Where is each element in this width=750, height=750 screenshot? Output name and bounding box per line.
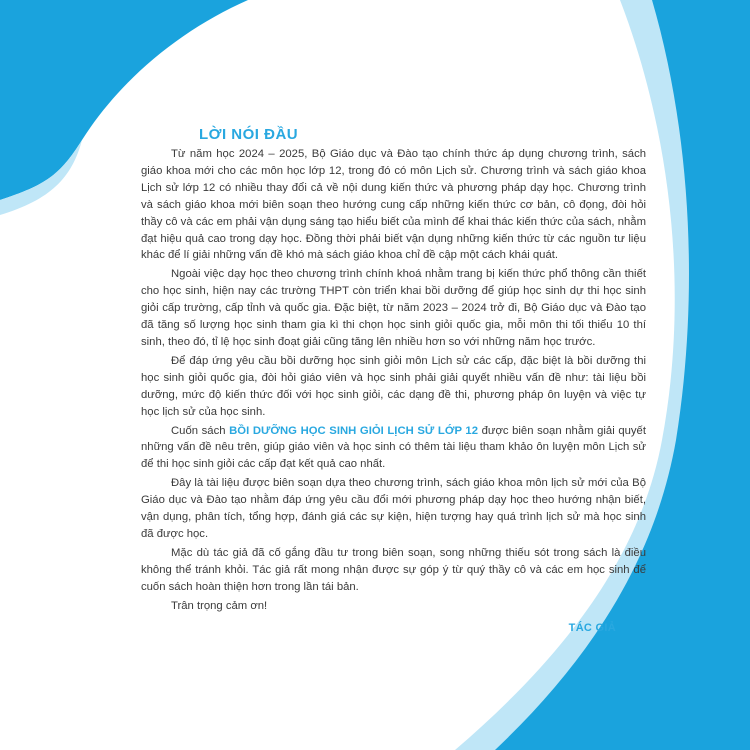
book-paragraph-before: Cuốn sách [171, 424, 230, 437]
book-title: BỒI DƯỠNG HỌC SINH GIỎI LỊCH SỬ LỚP 12 [229, 424, 478, 437]
preface-paragraph-3: Để đáp ứng yêu cầu bồi dưỡng học sinh giỏi môn Lịch sử các cấp, đặc biệt là bồi dưỡng thi học sinh giỏi quốc gia, đòi hỏi giáo viên và học sinh phải giải quyết nhiều vấn đề như: tài liệu bồi dưỡng, mức độ kiến thức đối với học sinh giỏi, các dạng đề thi, phương pháp ôn luyện và việc tự học lịch sử của học sinh. [141, 354, 646, 418]
preface-content [141, 126, 646, 634]
preface-paragraph-1: Từ năm học 2024 – 2025, Bộ Giáo dục và Đào tạo chính thức áp dụng chương trình, sách giáo khoa mới cho các môn học lớp 12, trong đó có môn Lịch sử. Chương trình và sách giáo khoa Lịch sử lớp 12 có nhiều thay đổi cả về nội dung kiến thức và phương pháp dạy học. Chương trình và sách giáo khoa mới biên soạn theo hướng cung cấp những kiến thức cơ bản, cô đọng, đòi hỏi thầy cô và các em phải vận dụng sáng tạo hiểu biết của mình để khai thác kiến thức của sách, nhằm đạt hiệu quả cao trong dạy học. Đồng thời phải biết vận dụng những kiến thức từ các nguồn tư liệu khác để lí giải những vấn đề khó mà sách giáo khoa chỉ đề cập một cách khái quát. [141, 148, 646, 262]
author-signature: TÁC GIẢ [568, 621, 616, 634]
preface-paragraph-5: Đây là tài liệu được biên soạn dựa theo chương trình, sách giáo khoa môn lịch sử mới của Bộ Giáo dục và Đào tạo nhằm đáp ứng yêu cầu đổi mới phương pháp dạy học theo hướng nhận biết, vận dụng, phân tích, tổng hợp, đánh giá các sự kiện, hiện tượng hay quá trình lịch sử mà học sinh đã được học. [141, 477, 646, 540]
preface-paragraph-2: Ngoài việc dạy học theo chương trình chính khoá nhằm trang bị kiến thức phổ thông cần thiết cho học sinh, hiện nay các trường THPT còn triển khai bồi dưỡng để giúp học sinh dự thi học sinh giỏi cấp trường, cấp tỉnh và quốc gia. Đặc biệt, từ năm 2023 – 2024 trở đi, Bộ Giáo dục và Đào tạo đã tăng số lượng học sinh tham gia kì thi chọn học sinh giỏi quốc gia, mỗi môn thi tối thiểu 10 thí sinh, theo đó, tỉ lệ học sinh đoạt giải cũng tăng lên nhiều hơn so với những năm học trước. [141, 268, 646, 348]
closing-line [141, 598, 646, 634]
preface-paragraph-6: Mặc dù tác giả đã cố gắng đầu tư trong biên soạn, song những thiếu sót trong sách là điều không thể tránh khỏi. Tác giả rất mong nhận được sự góp ý từ quý thầy cô và các em học sinh để cuốn sách hoàn thiện hơn trong lần tái bản. [141, 546, 646, 593]
preface-heading: LỜI NÓI ĐẦU [199, 126, 299, 143]
closing-text: Trân trọng cảm ơn! [171, 599, 268, 612]
book-paragraph-after: được biên soạn nhằm giải quyết những vấn đề nêu trên, giúp giáo viên và học sinh có thêm tài liệu tham khảo ôn luyện môn Lịch sử để thi học sinh giỏi các cấp đạt kết quả cao nhất. [141, 424, 646, 471]
preface-paragraph-book [141, 423, 646, 474]
